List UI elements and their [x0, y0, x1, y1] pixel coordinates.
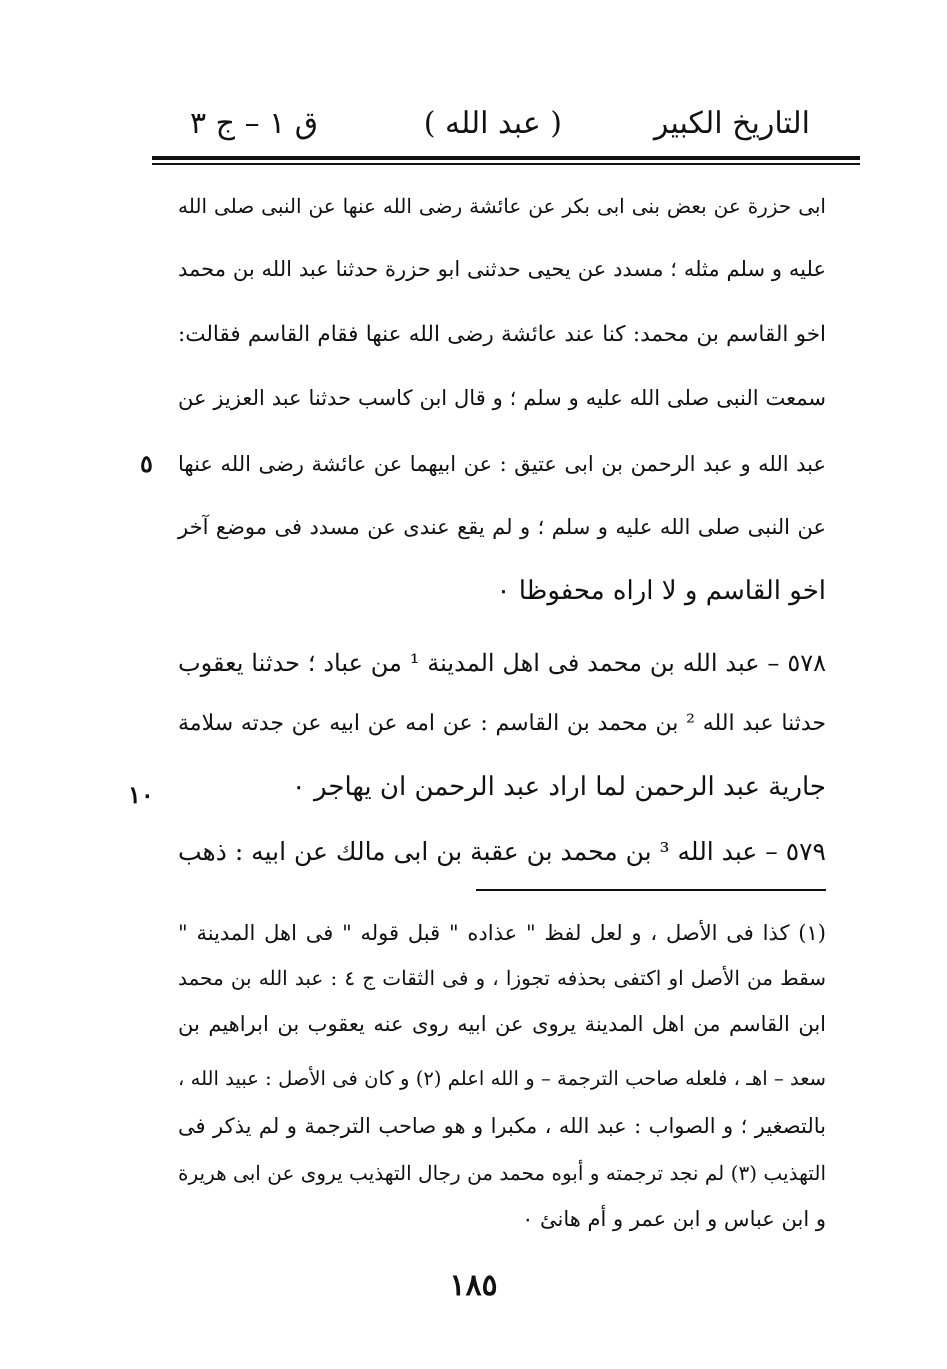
footnote-line: (١) كذا فى الأصل ، و لعل لفظ " عذاده " قبل قوله " فى اهل المدينة ": [178, 921, 826, 945]
header-book-title: التاريخ الكبير: [653, 106, 810, 141]
header-volume-ref: ق ١ – ج ٣: [190, 106, 319, 141]
header-rule-thick: [152, 156, 860, 160]
text-line: جارية عبد الرحمن لما اراد عبد الرحمن ان يهاجر ٠: [291, 772, 826, 802]
line-number-10: ١٠: [128, 780, 154, 809]
text-line: اخو القاسم و لا اراه محفوظا ٠: [496, 576, 826, 606]
footnote-line: التهذيب (٣) لم نجد ترجمته و أبوه محمد من رجال التهذيب يروى عن ابى هريرة: [178, 1161, 826, 1185]
footnote-line: سقط من الأصل او اكتفى بحذفه تجوزا ، و فى الثقات ج ٤ : عبد الله بن محمد: [178, 966, 826, 990]
line-number-5: ٥: [140, 449, 153, 478]
running-header: [150, 98, 860, 148]
text-line: اخو القاسم بن محمد: كنا عند عائشة رضى الله عنها فقام القاسم فقالت:: [178, 322, 826, 347]
footnote-line: بالتصغير ؛ و الصواب : عبد الله ، مكبرا و هو صاحب الترجمة و لم يذكر فى: [178, 1114, 826, 1138]
text-line: سمعت النبى صلى الله عليه و سلم ؛ و قال ابن كاسب حدثنا عبد العزيز عن: [178, 386, 826, 410]
header-section-name: ( عبد الله ): [423, 106, 562, 141]
footnote-line: ابن القاسم من اهل المدينة يروى عن ابيه روى عنه يعقوب بن ابراهيم بن: [178, 1012, 826, 1036]
page-number: ١٨٥: [449, 1268, 498, 1303]
header-rule-thin: [152, 163, 860, 165]
footnote-line: و ابن عباس و ابن عمر و أم هانئ ٠: [522, 1207, 826, 1231]
text-line: عبد الله و عبد الرحمن بن ابى عتيق : عن ابيهما عن عائشة رضى الله عنها: [178, 452, 826, 476]
text-line: ابى حزرة عن بعض بنى ابى بكر عن عائشة رضى الله عنها عن النبى صلى الله: [178, 194, 826, 218]
text-line: عليه و سلم مثله ؛ مسدد عن يحيى حدثنى ابو حزرة حدثنا عبد الله بن محمد: [178, 257, 826, 281]
text-line: حدثنا عبد الله ² بن محمد بن القاسم : عن امه عن ابيه عن جدته سلامة: [178, 711, 826, 736]
footnote-line: سعد – اهـ ، فلعله صاحب الترجمة – و الله اعلم (٢) و كان فى الأصل : عبيد الله ،: [178, 1067, 827, 1090]
entry-578-line: ٥٧٨ – عبد الله بن محمد فى اهل المدينة ¹ من عباد ؛ حدثنا يعقوب: [178, 649, 826, 677]
text-line: عن النبى صلى الله عليه و سلم ؛ و لم يقع عندى عن مسدد فى موضع آخر: [178, 515, 826, 539]
entry-579-line: ٥٧٩ – عبد الله ³ بن محمد بن عقبة بن ابى مالك عن ابيه : ذهب: [178, 837, 826, 866]
footnote-rule: [476, 889, 826, 891]
